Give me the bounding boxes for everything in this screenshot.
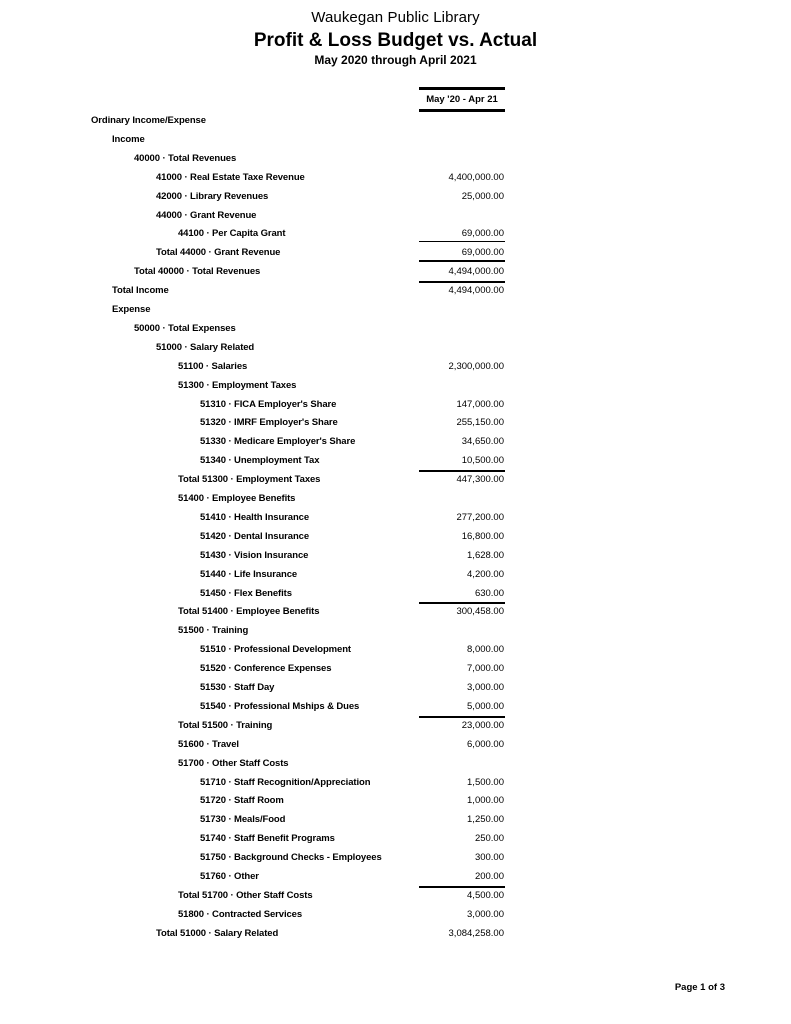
table-row	[0, 720, 791, 738]
row-label: 51410 · Health Insurance	[200, 511, 310, 523]
row-amount: 255,150.00	[456, 417, 504, 429]
row-label: 51420 · Dental Insurance	[200, 530, 310, 542]
table-row	[0, 701, 791, 719]
row-label: 41000 · Real Estate Taxe Revenue	[156, 171, 305, 183]
table-row	[0, 871, 791, 889]
row-label: Ordinary Income/Expense	[91, 115, 206, 126]
row-amount: 3,084,258.00	[448, 927, 504, 939]
table-row	[0, 777, 791, 795]
row-label: 51750 · Background Checks - Employees	[200, 852, 382, 864]
table-row	[0, 890, 791, 908]
subtotal-rule	[419, 602, 505, 604]
row-amount: 34,650.00	[461, 436, 504, 448]
row-amount: 1,250.00	[467, 814, 504, 826]
table-row	[0, 417, 791, 435]
row-label: 51540 · Professional Mships & Dues	[200, 700, 360, 712]
row-label: Total 51500 · Training	[178, 719, 273, 731]
row-label: 51730 · Meals/Food	[200, 814, 286, 826]
table-row	[0, 909, 791, 927]
row-amount: 1,500.00	[467, 776, 504, 788]
column-header: May '20 - Apr 21	[426, 94, 498, 105]
row-label: 51400 · Employee Benefits	[178, 493, 296, 504]
row-label: 40000 · Total Revenues	[134, 152, 237, 164]
row-label: 51520 · Conference Expenses	[200, 663, 332, 675]
table-row	[0, 115, 791, 133]
row-amount: 16,800.00	[461, 530, 504, 542]
row-amount: 4,494,000.00	[448, 266, 504, 278]
row-label: Expense	[112, 304, 151, 315]
table-row	[0, 172, 791, 190]
table-row	[0, 550, 791, 568]
row-amount: 6,000.00	[467, 738, 504, 750]
row-label: 51800 · Contracted Services	[178, 908, 303, 920]
row-amount: 4,200.00	[467, 568, 504, 580]
row-amount: 3,000.00	[467, 908, 504, 920]
row-amount: 23,000.00	[461, 719, 504, 731]
row-label: Income	[112, 133, 145, 145]
table-row	[0, 210, 791, 228]
table-row	[0, 399, 791, 417]
row-label: 44000 · Grant Revenue	[156, 209, 257, 221]
row-label: Total 51300 · Employment Taxes	[178, 474, 321, 486]
table-row	[0, 682, 791, 700]
row-amount: 8,000.00	[467, 644, 504, 656]
row-amount: 2,300,000.00	[448, 360, 504, 372]
row-amount: 200.00	[474, 871, 504, 882]
row-label: 51000 · Salary Related	[156, 341, 255, 353]
row-label: 51340 · Unemployment Tax	[200, 455, 320, 467]
row-label: 51510 · Professional Development	[200, 644, 351, 656]
row-label: 42000 · Library Revenues	[156, 190, 269, 202]
subtotal-rule	[419, 886, 505, 888]
row-label: 51530 · Staff Day	[200, 682, 275, 693]
subtotal-rule	[419, 716, 505, 718]
row-amount: 5,000.00	[467, 700, 504, 712]
row-label: Total 51400 · Employee Benefits	[178, 606, 320, 618]
row-label: 51700 · Other Staff Costs	[178, 757, 289, 769]
subtotal-rule	[419, 281, 505, 283]
row-label: Total Income	[112, 285, 169, 297]
table-row	[0, 758, 791, 776]
row-amount: 300.00	[474, 852, 504, 864]
row-label: 51710 · Staff Recognition/Appreciation	[200, 776, 371, 788]
subtotal-rule	[419, 470, 505, 472]
row-label: 44100 · Per Capita Grant	[178, 228, 286, 240]
row-amount: 7,000.00	[467, 663, 504, 675]
row-label: 51720 · Staff Room	[200, 795, 284, 807]
table-row	[0, 739, 791, 757]
table-row	[0, 833, 791, 851]
row-label: 51320 · IMRF Employer's Share	[200, 417, 338, 429]
table-row	[0, 285, 791, 303]
table-row	[0, 191, 791, 209]
table-row	[0, 795, 791, 813]
row-amount: 25,000.00	[461, 190, 504, 202]
row-label: 51100 · Salaries	[178, 360, 248, 372]
table-row	[0, 474, 791, 492]
row-label: 51430 · Vision Insurance	[200, 549, 309, 561]
table-row	[0, 625, 791, 643]
table-row	[0, 304, 791, 322]
table-row	[0, 928, 791, 946]
row-amount: 4,494,000.00	[448, 285, 504, 297]
page-number: Page 1 of 3	[674, 982, 725, 993]
row-amount: 147,000.00	[456, 398, 504, 410]
table-row	[0, 134, 791, 152]
report-title: Profit & Loss Budget vs. Actual	[253, 30, 538, 51]
table-row	[0, 512, 791, 530]
table-row	[0, 436, 791, 454]
row-amount: 447,300.00	[456, 474, 504, 486]
row-label: 51600 · Travel	[178, 738, 239, 750]
row-label: 51740 · Staff Benefit Programs	[200, 833, 335, 845]
row-label: 51310 · FICA Employer's Share	[200, 398, 337, 410]
row-label: 51450 · Flex Benefits	[200, 587, 292, 599]
row-amount: 4,500.00	[467, 889, 504, 901]
table-row	[0, 814, 791, 832]
row-amount: 4,400,000.00	[448, 171, 504, 183]
row-amount: 630.00	[474, 587, 504, 599]
row-label: 51440 · Life Insurance	[200, 568, 298, 580]
table-row	[0, 266, 791, 284]
subtotal-rule	[419, 260, 505, 262]
row-amount: 69,000.00	[461, 228, 504, 240]
table-row	[0, 323, 791, 341]
row-amount: 277,200.00	[456, 511, 504, 523]
row-amount: 300,458.00	[456, 606, 504, 618]
table-row	[0, 342, 791, 360]
table-row	[0, 247, 791, 265]
row-amount: 1,628.00	[467, 549, 504, 561]
row-label: Total 40000 · Total Revenues	[134, 266, 261, 278]
report-period: May 2020 through April 2021	[314, 53, 477, 67]
row-label: Total 51000 · Salary Related	[156, 927, 279, 939]
table-row	[0, 531, 791, 549]
row-label: 51500 · Training	[178, 625, 249, 637]
row-label: 51300 · Employment Taxes	[178, 379, 297, 391]
table-row	[0, 228, 791, 246]
row-label: 51760 · Other	[200, 871, 259, 882]
table-row	[0, 588, 791, 606]
row-label: 51330 · Medicare Employer's Share	[200, 436, 356, 448]
table-row	[0, 153, 791, 171]
row-amount: 10,500.00	[461, 455, 504, 467]
table-row	[0, 493, 791, 511]
row-amount: 69,000.00	[461, 247, 504, 259]
organization-name: Waukegan Public Library	[311, 9, 480, 26]
row-label: Total 51700 · Other Staff Costs	[178, 889, 313, 901]
table-row	[0, 569, 791, 587]
row-label: 50000 · Total Expenses	[134, 322, 236, 334]
row-amount: 250.00	[474, 833, 504, 845]
row-label: Total 44000 · Grant Revenue	[156, 247, 281, 259]
table-row	[0, 663, 791, 681]
row-amount: 1,000.00	[467, 795, 504, 807]
table-row	[0, 606, 791, 624]
row-amount: 3,000.00	[467, 682, 504, 693]
table-row	[0, 852, 791, 870]
table-row	[0, 380, 791, 398]
table-row	[0, 455, 791, 473]
table-row	[0, 644, 791, 662]
table-row	[0, 361, 791, 379]
amount-underline	[419, 241, 505, 242]
